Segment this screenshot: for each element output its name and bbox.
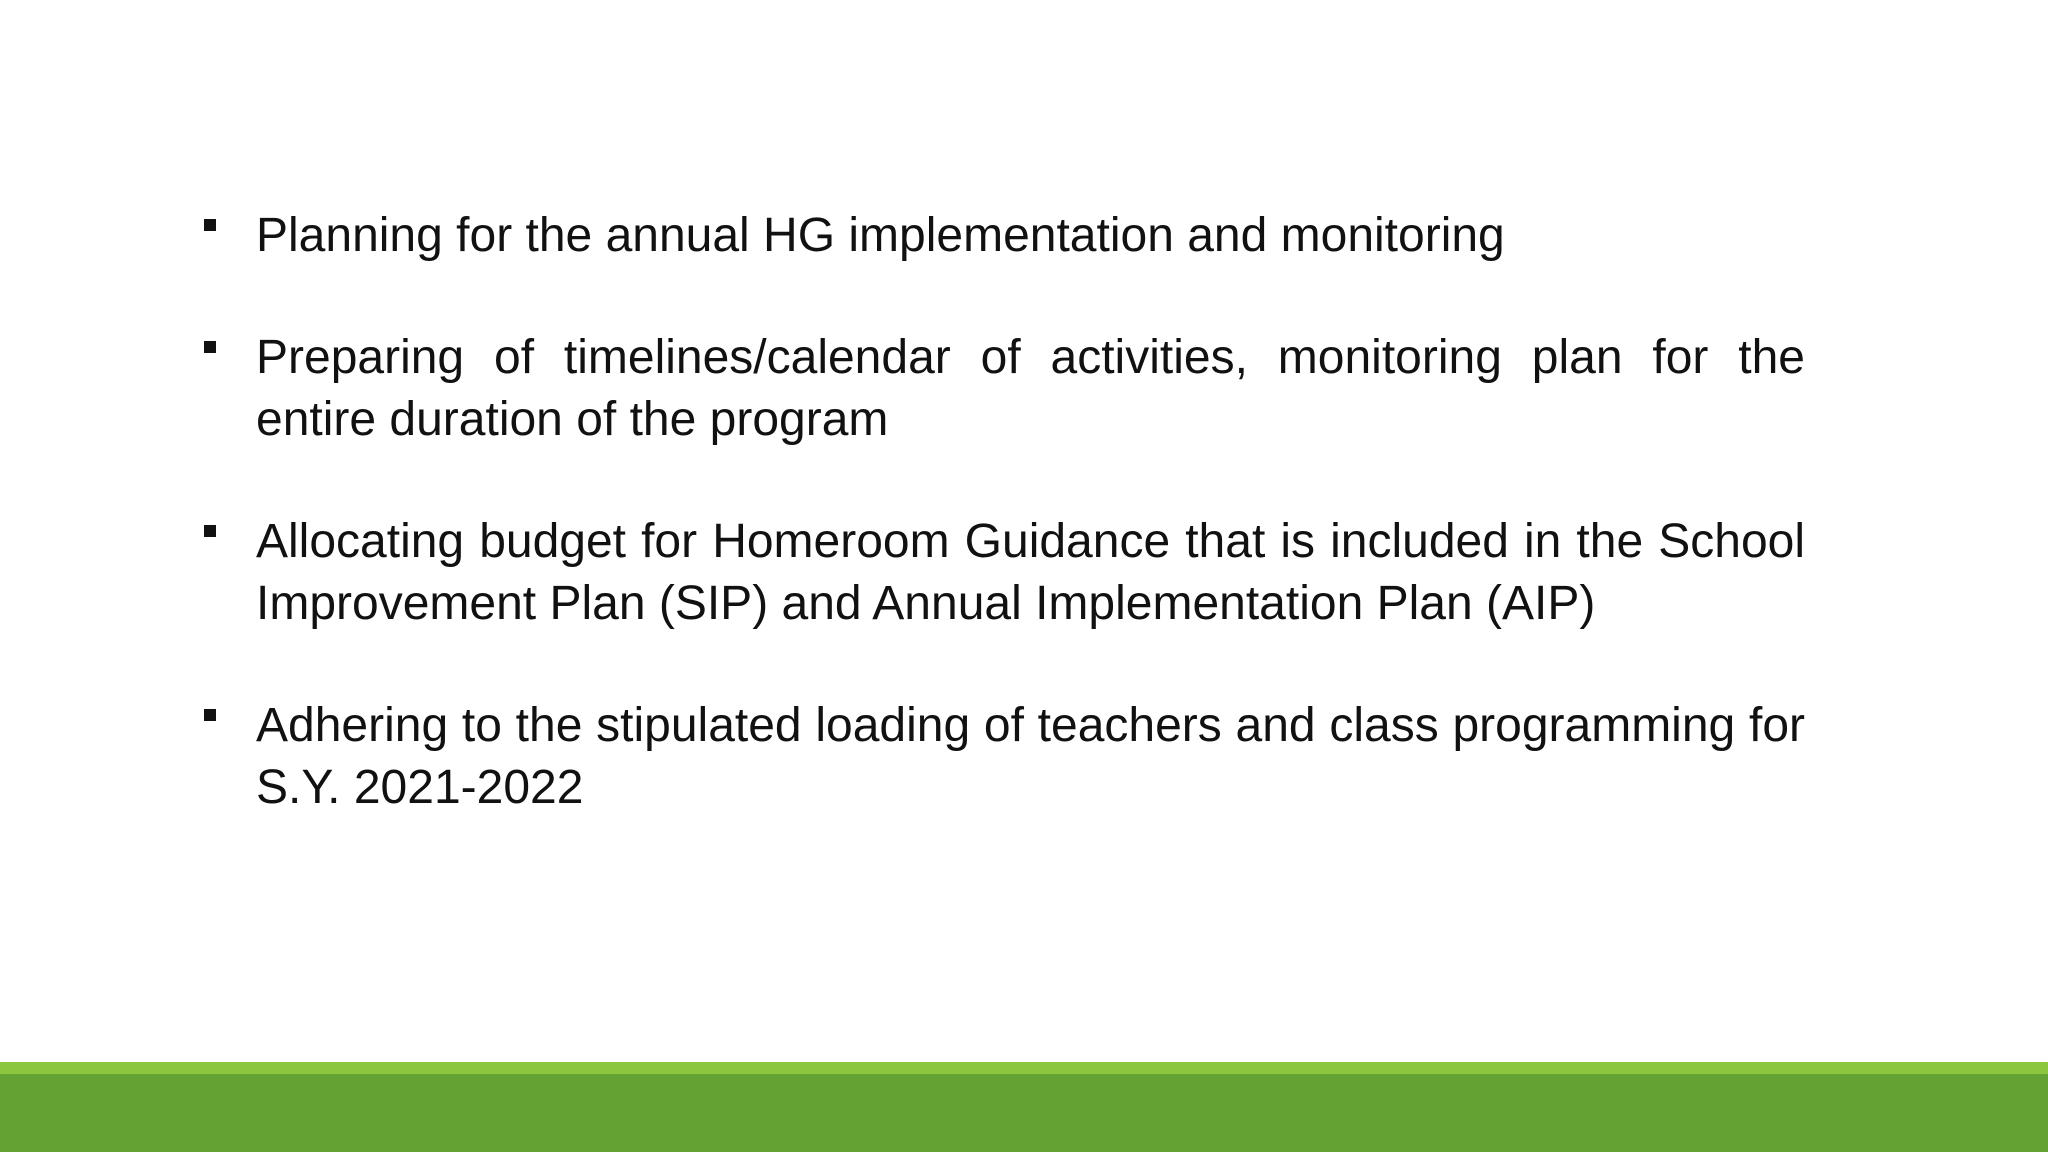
square-bullet-icon [204,525,216,537]
bullet-text-3: Allocating budget for Homeroom Guidance that is included in the School Improvement Plan (SIP) and Annual Implementation Plan (AIP) [256,515,1805,630]
square-bullet-icon [204,709,216,721]
bullet-text-2: Preparing of timelines/calendar of activities, monitoring plan for the entire duration of the program [256,331,1805,446]
bullet-item-3 [200,511,1805,635]
bullet-text-4: Adhering to the stipulated loading of teachers and class programming for S.Y. 2021-2022 [256,699,1805,814]
bullet-item-2 [200,327,1805,451]
square-bullet-icon [204,341,216,353]
bullet-list [200,205,1805,879]
square-bullet-icon [204,219,216,231]
bullet-item-1 [200,205,1805,267]
bullet-item-4 [200,695,1805,819]
footer-band [0,1062,2048,1152]
footer-band-highlight [0,1062,2048,1074]
bullet-text-1: Planning for the annual HG implementation and monitoring [256,209,1505,262]
